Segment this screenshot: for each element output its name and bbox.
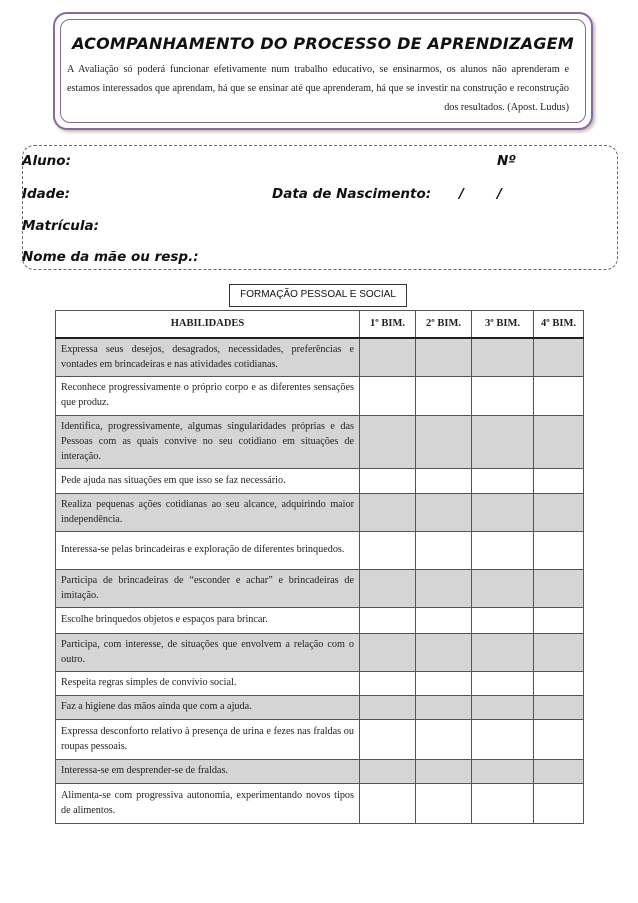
bim-3-cell[interactable] [472,415,534,468]
bim-4-cell[interactable] [534,338,584,377]
bim-2-cell[interactable] [416,415,472,468]
bim-2-cell[interactable] [416,607,472,633]
bim-3-cell[interactable] [472,783,534,823]
skill-text: Realiza pequenas ações cotidianas ao seu alcance, adquirindo maior independência. [56,493,360,531]
bim-2-cell[interactable] [416,569,472,607]
bim-3-cell[interactable] [472,376,534,415]
table-row [56,633,584,671]
table-row [56,671,584,695]
numero-label: Nº [497,153,516,169]
header-bim-3: 3º BIM. [472,311,534,338]
table-row [56,607,584,633]
skill-text: Interessa-se pelas brincadeiras e exploração de diferentes brinquedos. [56,531,360,569]
bim-4-cell[interactable] [534,695,584,719]
skill-text: Interessa-se em desprender-se de fraldas. [56,759,360,783]
table-row [56,531,584,569]
bim-4-cell[interactable] [534,531,584,569]
bim-2-cell[interactable] [416,671,472,695]
skill-text: Reconhece progressivamente o próprio corpo e as diferentes sensações que produz. [56,376,360,415]
table-row [56,783,584,823]
skill-text: Escolhe brinquedos objetos e espaços para brincar. [56,607,360,633]
bim-2-cell[interactable] [416,633,472,671]
bim-2-cell[interactable] [416,493,472,531]
skill-text: Faz a higiene das mãos ainda que com a ajuda. [56,695,360,719]
bim-3-cell[interactable] [472,759,534,783]
table-row [56,338,584,377]
header-box [53,12,593,130]
bim-1-cell[interactable] [360,338,416,377]
bim-3-cell[interactable] [472,338,534,377]
bim-4-cell[interactable] [534,468,584,493]
bim-4-cell[interactable] [534,376,584,415]
bim-4-cell[interactable] [534,493,584,531]
skill-text: Expressa desconforto relativo à presença de urina e fezes nas fraldas ou roupas pessoais. [56,719,360,759]
bim-1-cell[interactable] [360,468,416,493]
bim-2-cell[interactable] [416,531,472,569]
skill-text: Participa de brincadeiras de “esconder e achar” e brincadeiras de imitação. [56,569,360,607]
bim-4-cell[interactable] [534,569,584,607]
skill-text: Alimenta-se com progressiva autonomia, experimentando novos tipos de alimentos. [56,783,360,823]
table-header-row [56,311,584,338]
table-row [56,719,584,759]
bim-3-cell[interactable] [472,671,534,695]
bim-1-cell[interactable] [360,783,416,823]
bim-1-cell[interactable] [360,671,416,695]
page-title: ACOMPANHAMENTO DO PROCESSO DE APRENDIZAGEM [72,34,574,53]
bim-2-cell[interactable] [416,376,472,415]
bim-1-cell[interactable] [360,633,416,671]
nome-mae-label: Nome da mãe ou resp.: [22,249,199,265]
bim-3-cell[interactable] [472,607,534,633]
bim-3-cell[interactable] [472,493,534,531]
bim-3-cell[interactable] [472,695,534,719]
table-row [56,415,584,468]
bim-2-cell[interactable] [416,719,472,759]
bim-4-cell[interactable] [534,783,584,823]
bim-2-cell[interactable] [416,695,472,719]
header-habilidades: HABILIDADES [56,311,360,338]
table-row [56,759,584,783]
bim-4-cell[interactable] [534,719,584,759]
bim-1-cell[interactable] [360,607,416,633]
bim-4-cell[interactable] [534,759,584,783]
date-slash-2: / [497,186,502,202]
bim-3-cell[interactable] [472,633,534,671]
skill-text: Expressa seus desejos, desagrados, necessidades, preferências e vontades em brincadeiras e nas atividades cotidianas. [56,338,360,377]
section-title: FORMAÇÃO PESSOAL E SOCIAL [229,284,407,307]
table-row [56,569,584,607]
skill-text: Respeita regras simples de convívio social. [56,671,360,695]
bim-1-cell[interactable] [360,493,416,531]
header-bim-4: 4º BIM. [534,311,584,338]
aluno-label: Aluno: [22,153,71,169]
table-row [56,376,584,415]
date-slash-1: / [459,186,464,202]
bim-4-cell[interactable] [534,671,584,695]
bim-3-cell[interactable] [472,569,534,607]
bim-4-cell[interactable] [534,415,584,468]
skill-text: Participa, com interesse, de situações que envolvem a relação com o outro. [56,633,360,671]
bim-2-cell[interactable] [416,783,472,823]
table-row [56,493,584,531]
skills-table [55,310,584,824]
bim-2-cell[interactable] [416,468,472,493]
bim-2-cell[interactable] [416,338,472,377]
bim-1-cell[interactable] [360,695,416,719]
skill-text: Pede ajuda nas situações em que isso se faz necessário. [56,468,360,493]
idade-label: Idade: [22,186,71,202]
bim-3-cell[interactable] [472,719,534,759]
bim-3-cell[interactable] [472,468,534,493]
bim-3-cell[interactable] [472,531,534,569]
matricula-label: Matrícula: [22,218,100,234]
bim-4-cell[interactable] [534,633,584,671]
bim-1-cell[interactable] [360,719,416,759]
data-nascimento-label: Data de Nascimento: [272,186,432,202]
table-row [56,468,584,493]
bim-1-cell[interactable] [360,531,416,569]
bim-1-cell[interactable] [360,376,416,415]
bim-1-cell[interactable] [360,759,416,783]
header-quote: A Avaliação só poderá funcionar efetivamente num trabalho educativo, se ensinarmos, os alunos não aprenderam e estamos interessados que aprendam, há que se ensinar até que aprenderam, há que se investir na construção e reconstrução dos resultados. (Apost. Ludus) [67,64,569,113]
bim-2-cell[interactable] [416,759,472,783]
table-row [56,695,584,719]
bim-1-cell[interactable] [360,415,416,468]
header-bim-1: 1º BIM. [360,311,416,338]
skill-text: Identifica, progressivamente, algumas singularidades próprias e das Pessoas com as quais convive no seu cotidiano em situações de interação. [56,415,360,468]
bim-1-cell[interactable] [360,569,416,607]
bim-4-cell[interactable] [534,607,584,633]
header-bim-2: 2º BIM. [416,311,472,338]
